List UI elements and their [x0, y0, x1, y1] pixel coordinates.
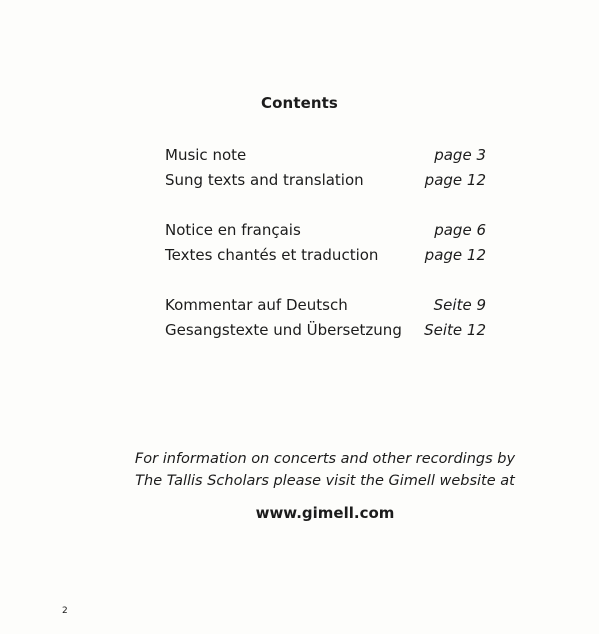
toc-group-german: [165, 294, 486, 344]
toc-entry-page: page 6: [434, 221, 486, 239]
toc-entry-label: Notice en français: [165, 221, 301, 239]
toc-entry-page: page 12: [424, 246, 486, 264]
website-address: www.gimell.com: [255, 504, 395, 522]
toc-entry: [165, 144, 486, 169]
table-of-contents: [165, 144, 486, 369]
toc-entry-label: Music note: [165, 146, 247, 164]
toc-entry: [165, 244, 486, 269]
info-line: For information on concerts and other recordings by: [134, 451, 516, 467]
page-number: 2: [62, 606, 68, 616]
toc-group-french: [165, 219, 486, 269]
toc-entry: [165, 294, 486, 319]
toc-group-english: [165, 144, 486, 194]
toc-entry: [165, 319, 486, 344]
toc-entry-label: Gesangstexte und Übersetzung: [165, 321, 402, 339]
toc-entry-label: Kommentar auf Deutsch: [165, 296, 348, 314]
toc-entry-page: page 12: [424, 171, 486, 189]
toc-entry: [165, 219, 486, 244]
toc-entry-page: Seite 12: [424, 321, 486, 339]
toc-entry-label: Textes chantés et traduction: [165, 246, 379, 264]
website-info: [100, 448, 550, 522]
toc-entry-page: Seite 9: [433, 296, 486, 314]
toc-entry-label: Sung texts and translation: [165, 171, 364, 189]
toc-entry: [165, 169, 486, 194]
toc-entry-page: page 3: [434, 146, 486, 164]
info-line: The Tallis Scholars please visit the Gimell website at: [135, 473, 515, 489]
contents-heading: Contents: [261, 94, 338, 112]
